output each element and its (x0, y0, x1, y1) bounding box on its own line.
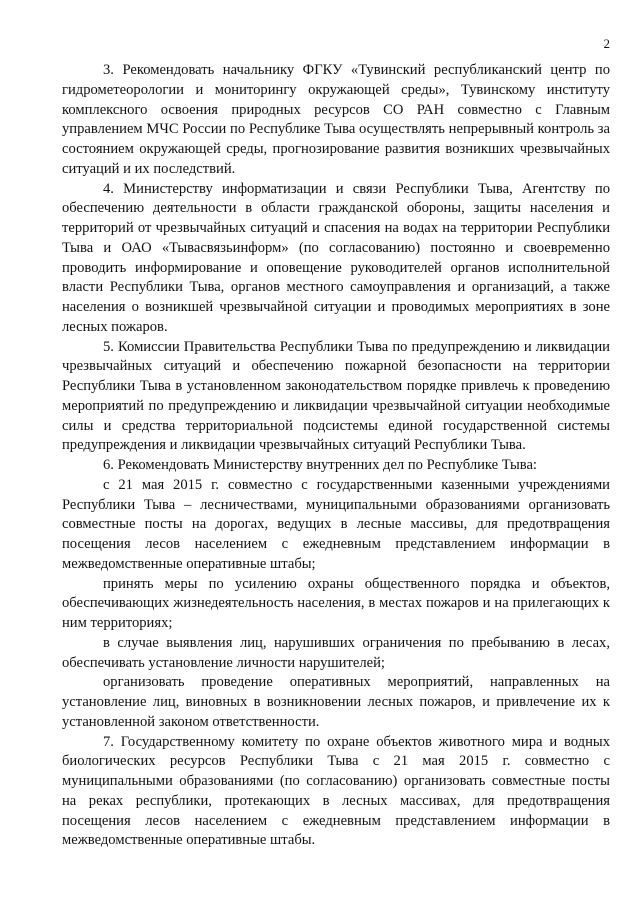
paragraph-4: 4. Министерству информатизации и связи Республики Тыва, Агентству по обеспечению деятельности в области гражданской обороны, защиты населения и территорий от чрезвычайных ситуаций и спасения на водах на территории Республики Тыва и ОАО «Тывасвязьинформ» (по согласованию) постоянно и своевременно проводить информирование и оповещение руководителей органов исполнительной власти Республики Тыва, органов местного самоуправления и организаций, а также населения о возникшей чрезвычайной ситуации и проводимых мероприятиях в зоне лесных пожаров. (62, 180, 610, 335)
paragraph-6-item-identify: в случае выявления лиц, нарушивших ограничения по пребыванию в лесах, обеспечивать установление личности нарушителей; (62, 634, 610, 671)
paragraph-5: 5. Комиссии Правительства Республики Тыва по предупреждению и ликвидации чрезвычайных ситуаций и обеспечению пожарной безопасности на территории Республики Тыва в установленном законодательством порядке привлечь к проведению мероприятий по предупреждению и ликвидации чрезвычайной ситуации необходимые силы и средства территориальной подсистемы единой государственной системы предупреждения и ликвидации чрезвычайных ситуаций Республики Тыва. (62, 338, 610, 454)
document-body (62, 61, 610, 851)
paragraph-6-item-operations: организовать проведение оперативных мероприятий, направленных на установление лиц, виновных в возникновении лесных пожаров, и привлечение их к установленной законом ответственности. (62, 674, 610, 730)
paragraph-6-item-posts: с 21 мая 2015 г. совместно с государственными казенными учреждениями Республики Тыва – лесничествами, муниципальными образованиями организовать совместные посты на дорогах, ведущих в лесные массивы, для предотвращения посещения лесов населением с ежедневным представлением информации в межведомственные оперативные штабы; (62, 476, 610, 572)
page-number: 2 (603, 36, 610, 51)
paragraph-6-item-order: принять меры по усилению охраны общественного порядка и объектов, обеспечивающих жизнедеятельность населения, в местах пожаров и на прилегающих к ним территориях; (62, 575, 610, 631)
paragraph-6: 6. Рекомендовать Министерству внутренних дел по Республике Тыва: (103, 457, 537, 473)
paragraph-7: 7. Государственному комитету по охране объектов животного мира и водных биологических ресурсов Республики Тыва с 21 мая 2015 г. совместно с муниципальными образованиями (по согласованию) организовать совместные посты на реках республики, протекающих в лесных массивах, для предотвращения посещения лесов населением с ежедневным представлением информации в межведомственные оперативные штабы. (62, 733, 610, 849)
paragraph-3: 3. Рекомендовать начальнику ФГКУ «Тувинский республиканский центр по гидрометеорологии и мониторингу окружающей среды», Тувинскому институту комплексного освоения природных ресурсов СО РАН совместно с Главным управлением МЧС России по Республике Тыва осуществлять непрерывный контроль за состоянием окружающей среды, прогнозирование развития возникших чрезвычайных ситуаций и их последствий. (62, 62, 610, 177)
